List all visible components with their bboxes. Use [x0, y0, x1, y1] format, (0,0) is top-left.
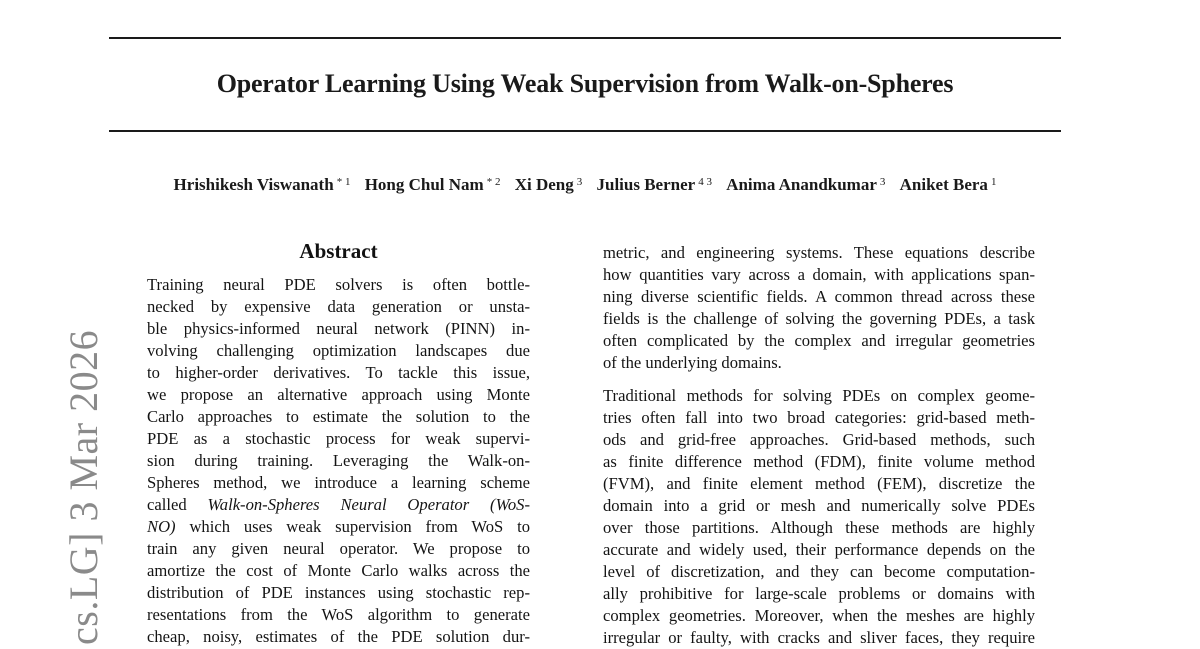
abstract-body	[147, 274, 530, 648]
intro-line: ning diverse scientific fields. A common thread across these	[603, 287, 1035, 306]
intro-line: ally prohibitive for large-scale problems or domains with	[603, 584, 1035, 603]
abstract-line: sion during training. Leveraging the Walk-on-	[147, 451, 530, 470]
intro-line: metric, and engineering systems. These equations describe	[603, 243, 1035, 262]
author: Anima Anandkumar $^3$	[726, 175, 886, 194]
author: Aniket Bera $^1$	[899, 175, 997, 194]
abstract-line: Carlo approaches to estimate the solution to the	[147, 407, 530, 426]
abstract-line: Spheres method, we introduce a learning scheme	[147, 473, 530, 492]
abstract-line: ble physics-informed neural network (PINN) in-	[147, 319, 530, 338]
author: Hrishikesh Viswanath $^{* 1}$	[173, 175, 351, 194]
intro-line: fields is the challenge of solving the governing PDEs, a task	[603, 309, 1035, 328]
intro-line: irregular or faulty, with cracks and sliver faces, they require	[603, 628, 1035, 647]
method-name-italic: NO)	[147, 517, 176, 536]
abstract-line: amortize the cost of Monte Carlo walks across the	[147, 561, 530, 580]
intro-line: complex geometries. Moreover, when the meshes are highly	[603, 606, 1035, 625]
abstract-line: necked by expensive data generation or unsta-	[147, 297, 530, 316]
arxiv-identifier-stamp: cs.LG] 3 Mar 2026	[61, 329, 106, 645]
method-name-italic: Walk-on-Spheres Neural Operator (WoS-	[207, 495, 530, 514]
abstract-line: called Walk-on-Spheres Neural Operator (WoS-	[147, 495, 530, 514]
intro-line: level of discretization, and they can become computation-	[603, 562, 1035, 581]
intro-line: often complicated by the complex and irregular geometries	[603, 331, 1035, 350]
abstract-line: cheap, noisy, estimates of the PDE solution dur-	[147, 627, 530, 646]
abstract-heading: Abstract	[299, 239, 378, 263]
author: Julius Berner $^{4 3}$	[596, 175, 712, 194]
paragraph-gap	[603, 374, 1035, 385]
abstract-line: to higher-order derivatives. To tackle this issue,	[147, 363, 530, 382]
paper-title: Operator Learning Using Weak Supervision from Walk-on-Spheres	[216, 69, 954, 98]
title-rule-top	[109, 37, 1061, 39]
abstract-line: PDE as a stochastic process for weak supervi-	[147, 429, 530, 448]
intro-line: accurate and widely used, their performance depends on the	[603, 540, 1035, 559]
intro-line: how quantities vary across a domain, with applications span-	[603, 265, 1035, 284]
intro-line: tries often fall into two broad categories: grid-based meth-	[603, 408, 1035, 427]
abstract-line: train any given neural operator. We propose to	[147, 539, 530, 558]
abstract-line: resentations from the WoS algorithm to generate	[147, 605, 530, 624]
abstract-line: distribution of PDE instances using stochastic rep-	[147, 583, 530, 602]
author-list	[60, 173, 1110, 197]
intro-line: over those partitions. Although these methods are highly	[603, 518, 1035, 537]
author: Hong Chul Nam $^{* 2}$	[364, 175, 501, 194]
abstract-line: we propose an alternative approach using Monte	[147, 385, 530, 404]
abstract-line: volving challenging optimization landscapes due	[147, 341, 530, 360]
intro-line: of the underlying domains.	[603, 353, 782, 372]
intro-line: ods and grid-free approaches. Grid-based methods, such	[603, 430, 1035, 449]
intro-line: Traditional methods for solving PDEs on complex geome-	[603, 386, 1035, 405]
intro-line: (FVM), and finite element method (FEM), discretize the	[603, 474, 1035, 493]
introduction-body	[603, 242, 1035, 649]
abstract-line: Training neural PDE solvers is often bottle-	[147, 275, 530, 294]
abstract-line: NO) which uses weak supervision from WoS to	[147, 517, 531, 536]
author: Xi Deng $^3$	[514, 175, 583, 194]
intro-line: domain into a grid or mesh and numerically solve PDEs	[603, 496, 1035, 515]
intro-line: as finite difference method (FDM), finite volume method	[603, 452, 1035, 471]
title-rule-bottom	[109, 130, 1061, 132]
